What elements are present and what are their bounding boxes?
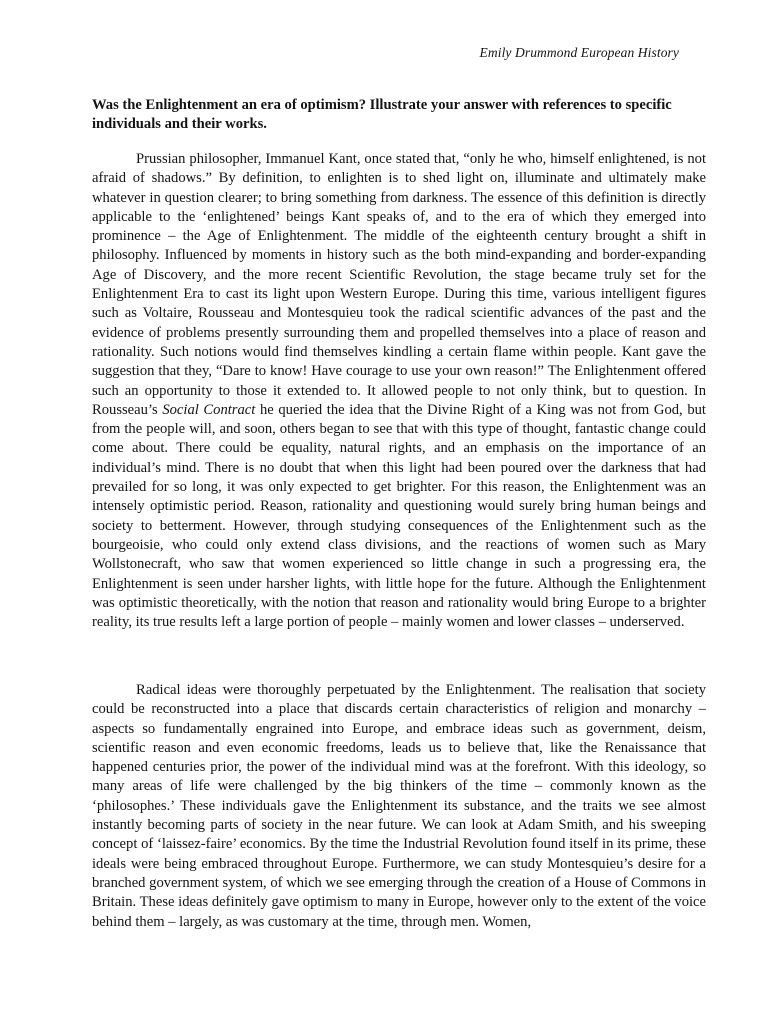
essay-question-title: Was the Enlightenment an era of optimism? Illustrate your answer with references to specific individuals and their works. (92, 97, 672, 132)
body-paragraph-1 (92, 150, 706, 632)
book-title-social-contract: Social Contract (162, 401, 256, 418)
body-paragraph-2 (92, 681, 706, 932)
paragraph-text: he queried the idea that the Divine Right of a King was not from God, but from the people will, and soon, others began to see that with this type of thought, fantastic change could come about. There could be equality, natural rights, and an emphasis on the importance of an individual’s mind. There is no doubt that when this light had been poured over the darkness that had prevailed for so long, it was only expected to get brighter. For this reason, the Enlightenment was an intensely optimistic period. Reason, rationality and questioning would surely bring human beings and society to betterment. However, through studying consequences of the Enlightenment such as the bourgeoisie, who could only extend class divisions, and the reactions of women such as Mary Wollstonecraft, who saw that women experienced so little change in such a progressing era, the Enlightenment is seen under harsher lights, with little hope for the future. Although the Enlightenment was optimistic theoretically, with the notion that reason and rationality would bring Europe to a brighter reality, its true results left a large portion of people – mainly women and lower classes – underserved. (92, 401, 706, 631)
paragraph-text: Radical ideas were thoroughly perpetuated by the Enlightenment. The realisation that society could be reconstructed into a place that discards certain characteristics of religion and monarchy – aspects so fundamentally engrained into Europe, and embrace ideas such as government, deism, scientific reason and even economic freedoms, leads us to believe that, like the Renaissance that happened centuries prior, the power of the individual mind was at the forefront. With this ideology, so many areas of life were challenged by the big thinkers of the time – commonly known as the ‘philosophes.’ These individuals gave the Enlightenment its substance, and the traits we see almost instantly becoming parts of society in the near future. We can look at Adam Smith, and his sweeping concept of ‘laissez-faire’ economics. By the time the Industrial Revolution found itself in its prime, these ideals were being embraced throughout Europe. Furthermore, we can study Montesquieu’s desire for a branched government system, of which we see emerging through the creation of a House of Commons in Britain. These ideas definitely gave optimism to many in Europe, however only to the extent of the voice behind them – largely, as was customary at the time, through men. Women, (92, 682, 706, 930)
paragraph-text: Prussian philosopher, Immanuel Kant, once stated that, “only he who, himself enlightened, is not afraid of shadows.” By definition, to enlighten is to shed light on, illuminate and ultimately make whatever in question clearer; to bring something from darkness. The essence of this definition is directly applicable to the ‘enlightened’ beings Kant speaks of, and to the era of which they emerged into prominence – the Age of Enlightenment. The middle of the eighteenth century brought a shift in philosophy. Influenced by moments in history such as the both mind-expanding and border-expanding Age of Discovery, and the more recent Scientific Revolution, the stage became truly set for the Enlightenment Era to cast its light upon Western Europe. During this time, various intelligent figures such as Voltaire, Rousseau and Montesquieu took the radical scientific advances of the past and the evidence of problems presently surrounding them and propelled themselves into a place of reason and rationality. Such notions would find themselves kindling a certain flame within people. Kant gave the suggestion that they, “Dare to know! Have courage to use your own reason!” The Enlightenment offered such an opportunity to those it extended to. It allowed people to not only think, but to question. In Rousseau’s (92, 151, 706, 418)
page-header: Emily Drummond European History (479, 45, 679, 60)
